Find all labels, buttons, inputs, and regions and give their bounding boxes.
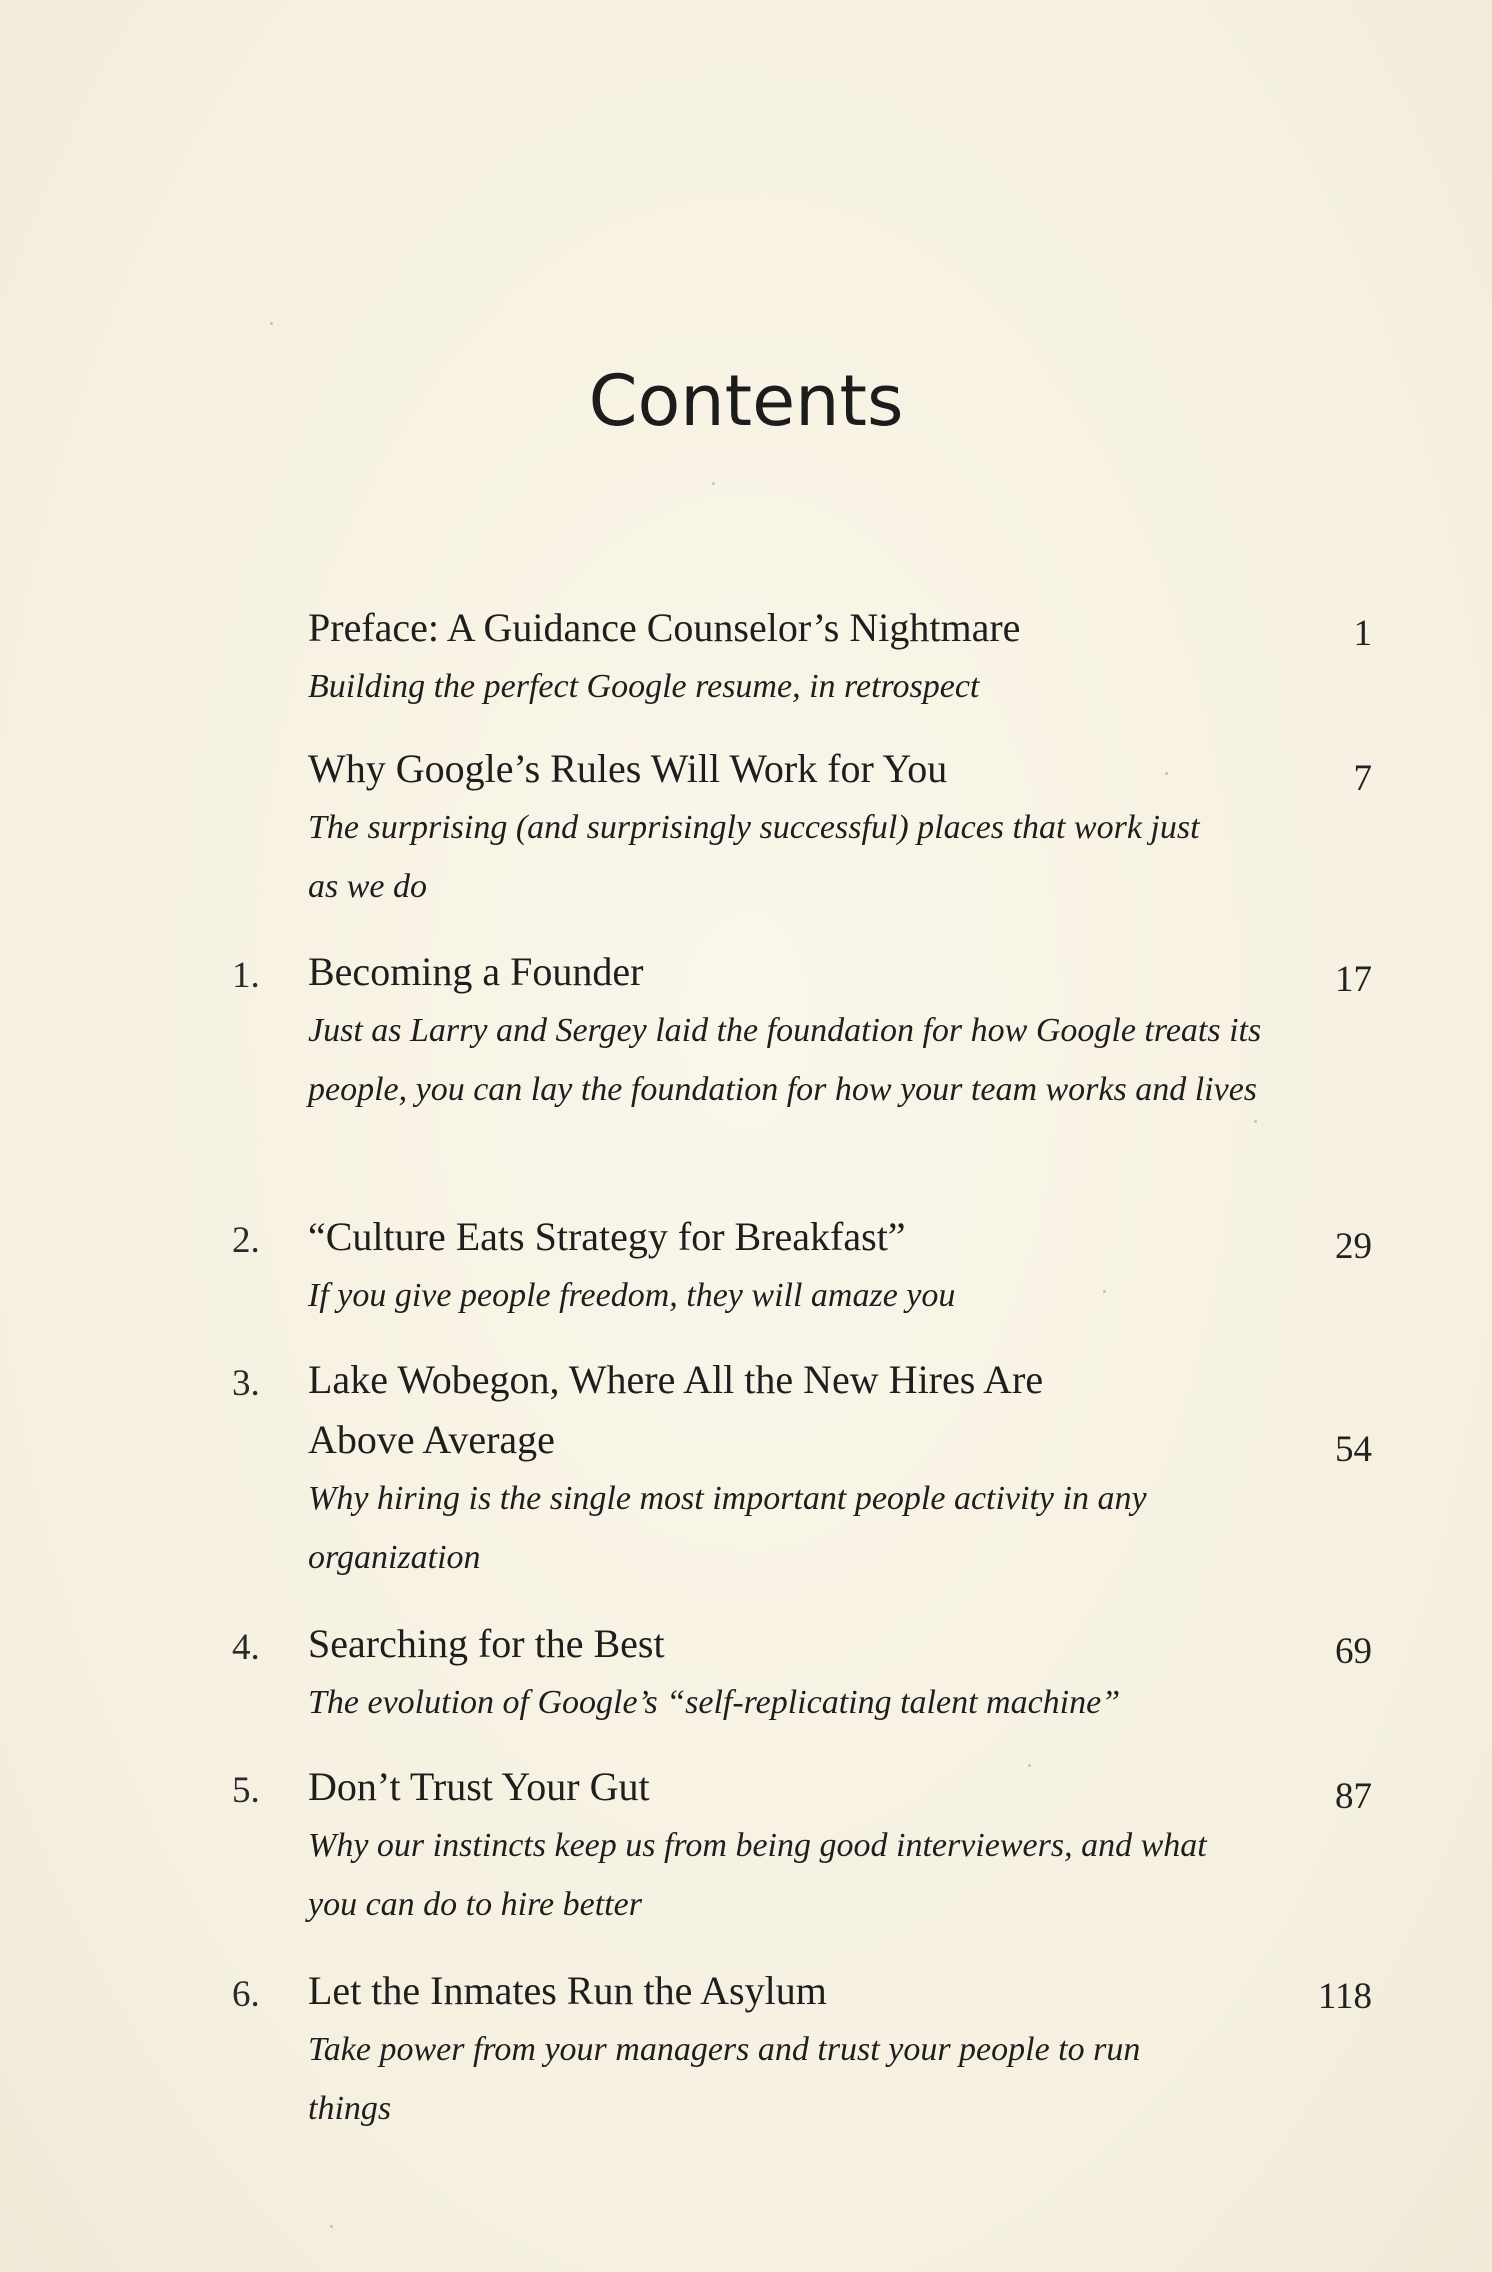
entry-subtitle: Why hiring is the single most important people activity in any organization: [308, 1480, 1147, 1576]
entry-page: 1: [1353, 613, 1372, 654]
paper-speck: [1254, 1120, 1257, 1123]
entry-title: Searching for the Best: [308, 1621, 665, 1666]
entry-title: Don’t Trust Your Gut: [308, 1764, 650, 1809]
entry-page: 7: [1353, 758, 1372, 799]
entry-title: Preface: A Guidance Counselor’s Nightmare: [308, 605, 1021, 650]
paper-speck: [1028, 1764, 1031, 1767]
entry-title: Let the Inmates Run the Asylum: [308, 1968, 827, 2013]
entry-subtitle: Building the perfect Google resume, in retrospect: [308, 668, 980, 705]
paper-speck: [1103, 1290, 1106, 1293]
entry-title: Lake Wobegon, Where All the New Hires Are: [308, 1357, 1044, 1402]
entry-subtitle: Why our instincts keep us from being good interviewers, and what you can do to hire better: [308, 1827, 1207, 1923]
paper-speck: [712, 482, 715, 485]
entry-number: 1.: [232, 955, 260, 996]
paper-speck: [1165, 772, 1168, 775]
page-title: Contents: [588, 360, 904, 442]
entry-page: 54: [1335, 1429, 1372, 1470]
entry-subtitle: The surprising (and surprisingly successful) places that work just as we do: [308, 809, 1200, 905]
entry-number: 4.: [232, 1627, 260, 1668]
entry-page: 118: [1317, 1976, 1372, 2017]
paper-speck: [330, 2225, 333, 2228]
entry-subtitle: Just as Larry and Sergey laid the foundation for how Google treats its people, you can lay the foundation for how your team works and lives: [308, 1012, 1262, 1108]
entry-title: Becoming a Founder: [308, 949, 644, 994]
entry-title: Why Google’s Rules Will Work for You: [308, 746, 948, 791]
entry-title-continued: Above Average: [308, 1417, 555, 1462]
entry-page: 69: [1335, 1631, 1372, 1672]
entry-page: 17: [1335, 959, 1372, 1000]
entry-subtitle: Take power from your managers and trust your people to run things: [308, 2031, 1141, 2127]
paper-speck: [270, 322, 273, 325]
entry-number: 5.: [232, 1770, 260, 1811]
entry-number: 6.: [232, 1974, 260, 2015]
entry-page: 29: [1335, 1226, 1372, 1267]
entry-subtitle: If you give people freedom, they will amaze you: [308, 1277, 956, 1314]
entry-number: 2.: [232, 1220, 260, 1261]
entry-page: 87: [1335, 1776, 1372, 1817]
entry-number: 3.: [232, 1363, 260, 1404]
entry-subtitle: The evolution of Google’s “self-replicating talent machine”: [308, 1684, 1121, 1721]
entry-title: “Culture Eats Strategy for Breakfast”: [308, 1214, 906, 1259]
